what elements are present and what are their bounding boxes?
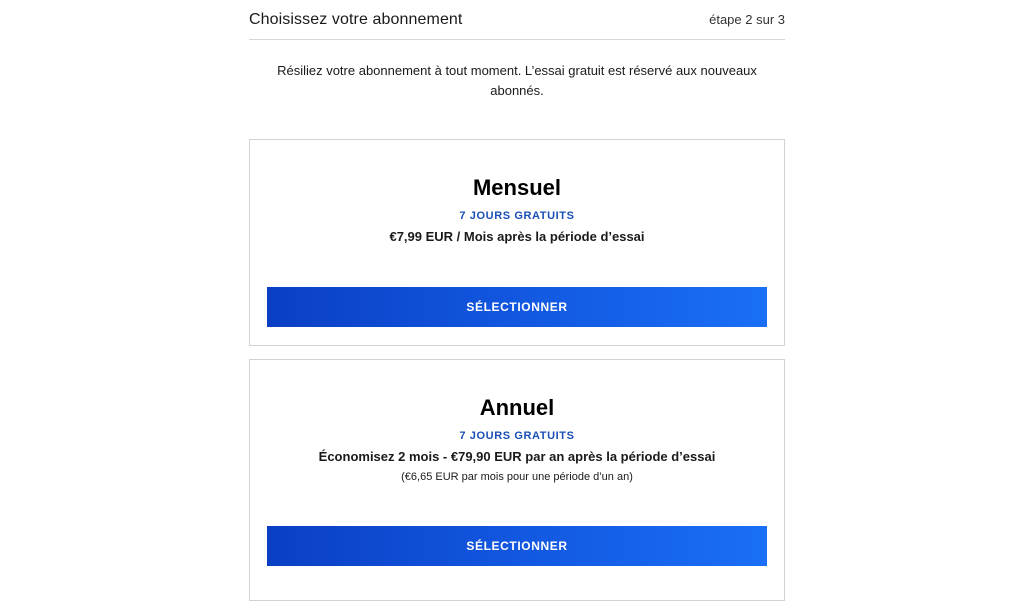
plan-price: Économisez 2 mois - €79,90 EUR par an après la période d’essai (318, 449, 716, 464)
plan-card-annual (249, 359, 785, 601)
step-indicator: étape 2 sur 3 (709, 12, 785, 27)
page-header (249, 0, 785, 40)
plan-trial-badge: 7 JOURS GRATUITS (459, 210, 575, 222)
plan-name: Mensuel (472, 175, 562, 200)
plan-price: €7,99 EUR / Mois après la période d’essai (389, 229, 645, 244)
plan-price-note: (€6,65 EUR par mois pour une période d’un an) (401, 471, 633, 483)
plan-trial-badge: 7 JOURS GRATUITS (459, 430, 575, 442)
page-title: Choisissez votre abonnement (249, 10, 463, 28)
plan-card-monthly (249, 139, 785, 346)
select-monthly-button[interactable]: SÉLECTIONNER (267, 287, 767, 327)
intro-text: Résiliez votre abonnement à tout moment. L’essai gratuit est réservé aux nouveaux abonnés. (277, 63, 757, 98)
select-annual-button[interactable]: SÉLECTIONNER (267, 526, 767, 566)
subscription-page (249, 0, 785, 553)
plan-name: Annuel (479, 395, 555, 420)
